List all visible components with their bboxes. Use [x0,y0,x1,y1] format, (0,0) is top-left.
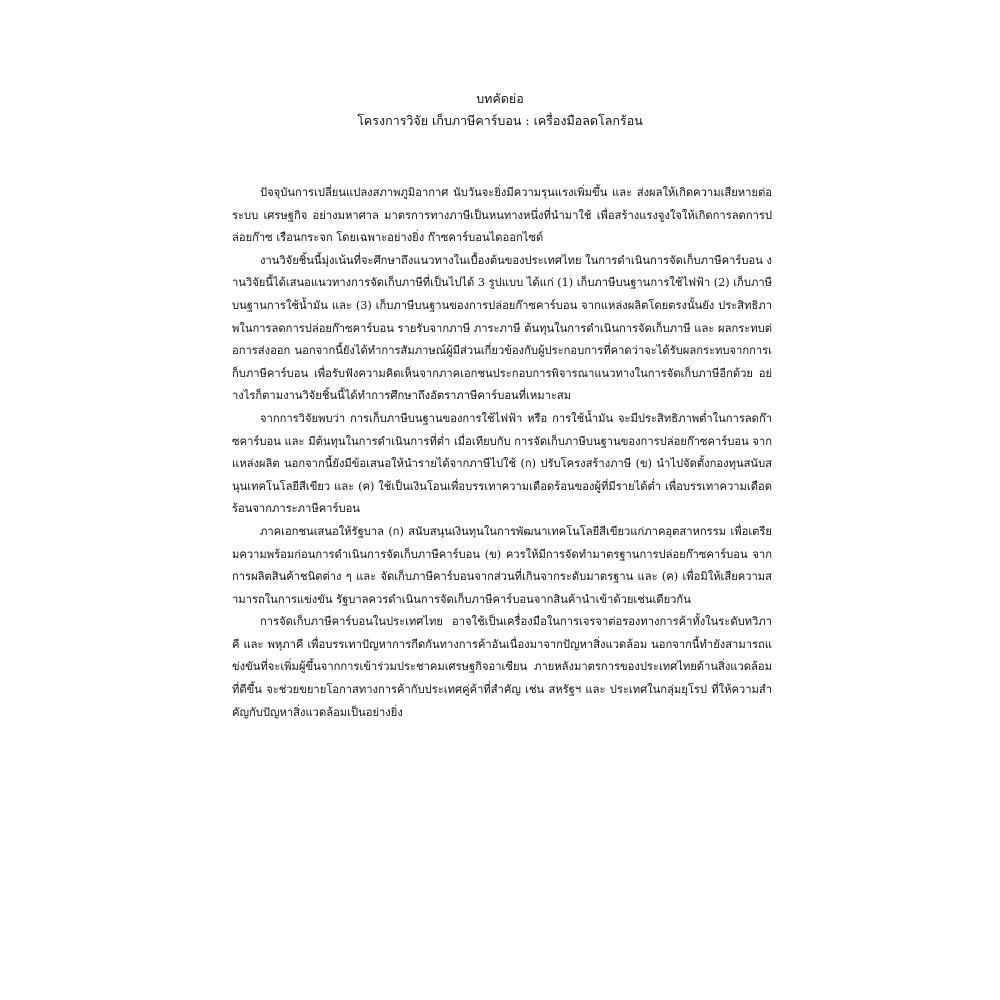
abstract-body [232,182,772,724]
title-block [250,88,750,132]
document-subtitle: โครงการวิจัย เก็บภาษีคาร์บอน : เครื่องมือลดโลกร้อน [357,113,643,128]
paragraph-3: จากการวิจัยพบว่า การเก็บภาษีบนฐานของการใช้ไฟฟ้า หรือ การใช้น้ำมัน จะมีประสิทธิภาพต่ำในการลดก๊าซคาร์บอน และ มีต้นทุนในการดำเนินการที่ต่ำ เมื่อเทียบกับ การจัดเก็บภาษีบนฐานของการปล่อยก๊าซคาร์บอน จากแหล่งผลิต นอกจากนี้ยังมีข้อเสนอให้นำรายได้จากภาษีไปใช้ (ก) ปรับโครงสร้างภาษี (ข) นำไปจัดตั้งกองทุนสนับสนุนเทคโนโลยีสีเขียว และ (ค) ใช้เป็นเงินโอนเพื่อบรรเทาความเดือดร้อนของผู้ที่มีรายได้ต่ำ เพื่อบรรเทาความเดือดร้อนจากภาระภาษีคาร์บอน [232,411,772,516]
paragraph-1: ปัจจุบันการเปลี่ยนแปลงสภาพภูมิอากาศ นับวันจะยิ่งมีความรุนแรงเพิ่มขึ้น และ ส่งผลให้เกิดความเสียหายต่อระบบ เศรษฐกิจ อย่างมหาศาล มาตรการทางภาษีเป็นหนทางหนึ่งที่นำมาใช้ เพื่อสร้างแรงจูงใจให้เกิดการลดการปล่อยก๊าซ เรือนกระจก โดยเฉพาะอย่างยิ่ง ก๊าซคาร์บอนไดออกไซด์ [232,186,772,245]
paragraph-5: การจัดเก็บภาษีคาร์บอนในประเทศไทย อาจใช้เป็นเครื่องมือในการเจรจาต่อรองทางการค้าทั้งในระดับทวิภาคี และ พหุภาคี เพื่อบรรเทาปัญหาการกีดกันทางการค้าอันเนื่องมาจากปัญหาสิ่งแวดล้อม นอกจากนี้ทำยังสามารถแข่งขันที่จะเพิ่มผู้ขึ้นจากการเข้าร่วมประชาคมเศรษฐกิจอาเซียน ภายหลังมาตรการของประเทศไทยด้านสิ่งแวดล้อมที่ดีขึ้น จะช่วยขยายโอกาสทางการค้ากับประเทศคู่ค้าที่สำคัญ เช่น สหรัฐฯ และ ประเทศในกลุ่มยุโรป ที่ให้ความสำคัญกับปัญหาสิ่งแวดล้อมเป็นอย่างยิ่ง [232,615,772,719]
document-title: บทคัดย่อ [476,91,524,106]
paragraph-4: ภาคเอกชนเสนอให้รัฐบาล (ก) สนับสนุนเงินทุนในการพัฒนาเทคโนโลยีสีเขียวแก่ภาคอุตสาหกรรม เพื่อเตรียมความพร้อมก่อนการดำเนินการจัดเก็บภาษีคาร์บอน (ข) ควรให้มีการจัดทำมาตรฐานการปล่อยก๊าซคาร์บอน จากการผลิตสินค้าชนิดต่าง ๆ และ จัดเก็บภาษีคาร์บอนจากส่วนที่เกินจากระดับมาตรฐาน และ (ค) เพื่อมิให้เสียความสามารถในการแข่งขัน รัฐบาลควรดำเนินการจัดเก็บภาษีคาร์บอนจากสินค้านำเข้าด้วยเช่นเดียวกัน [232,524,772,606]
paragraph-2: งานวิจัยชิ้นนี้มุ่งเน้นที่จะศึกษาถึงแนวทางในเบื้องต้นของประเทศไทย ในการดำเนินการจัดเก็บภาษีคาร์บอน งานวิจัยนี้ได้เสนอแนวทางการจัดเก็บภาษีที่เป็นไปได้ 3 รูปแบบ ได้แก่ (1) เก็บภาษีบนฐานการใช้ไฟฟ้า (2) เก็บภาษีบนฐานการใช้น้ำมัน และ (3) เก็บภาษีบนฐานของการปล่อยก๊าซคาร์บอน จากแหล่งผลิตโดยตรงนั้นยัง ประสิทธิภาพในการลดการปล่อยก๊าซคาร์บอน รายรับจากภาษี ภาระภาษี ต้นทุนในการดำเนินการจัดเก็บภาษี และ ผลกระทบต่อการส่งออก นอกจากนี้ยังได้ทำการสัมภาษณ์ผู้มีส่วนเกี่ยวข้องกับผู้ประกอบการที่คาดว่าจะได้รับผลกระทบจากการเก็บภาษีคาร์บอน เพื่อรับฟังความคิดเห็นจากภาคเอกชนประกอบการพิจารณาแนวทางในการจัดเก็บภาษีอีกด้วย อย่างไรก็ตามงานวิจัยชิ้นนี้ได้ทำการศึกษาถึงอัตราภาษีคาร์บอนที่เหมาะสม [232,253,772,403]
